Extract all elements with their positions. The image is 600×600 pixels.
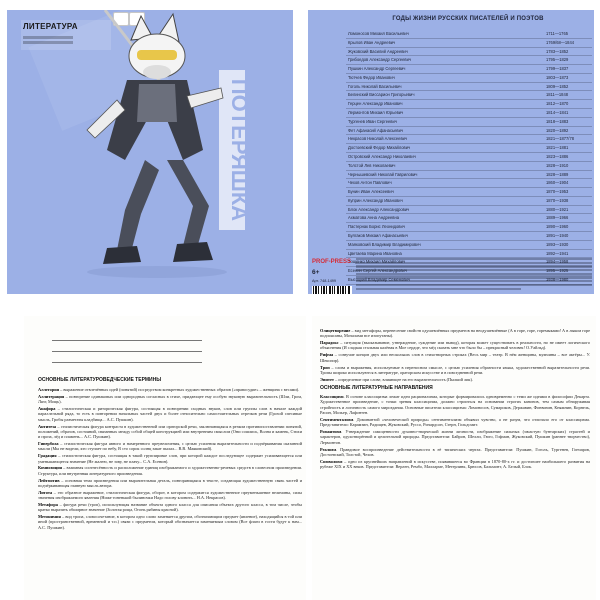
writer-years: 1891—1940 bbox=[546, 232, 569, 238]
writer-row bbox=[346, 162, 592, 171]
glossary-entry bbox=[38, 387, 302, 392]
glossary-definition: – слова и выражения, используемые в переносном смысле, с целью усиления образности языка, художественной выразительности речи. Тропы широко используются в литературе, ораторском искусстве и в повседневной речи. bbox=[320, 364, 590, 375]
glossary-entry bbox=[320, 394, 590, 415]
glossary-term: Метафора bbox=[38, 501, 58, 507]
writer-row bbox=[346, 56, 592, 65]
terms-section-title: ОСНОВНЫЕ ЛИТЕРАТУРОВЕДЧЕСКИЕ ТЕРМИНЫ bbox=[38, 377, 162, 383]
writer-row bbox=[346, 65, 592, 74]
writer-years: 1894—1958 bbox=[546, 259, 569, 265]
writers-table bbox=[346, 30, 592, 285]
writer-name: Фет Афанасий Афанасьевич bbox=[348, 127, 403, 133]
inner-left-page bbox=[24, 316, 306, 600]
writer-years: 1769/68—1844 bbox=[546, 39, 574, 45]
terms-list bbox=[38, 387, 302, 532]
glossary-term: Литота bbox=[38, 489, 53, 495]
age-rating: 6+ bbox=[312, 269, 320, 276]
writer-years: 1870—1938 bbox=[546, 197, 569, 203]
writer-name: Зощенко Михаил Михайлович bbox=[348, 259, 406, 265]
glossary-term: Гипербола bbox=[38, 441, 59, 447]
glossary-definition: – вид тропа, словосочетание, в котором одно слово заменяется другим, обозначающим предмет (явление), находящийся в той или иной (пространственной, временной и т.п.) связи с предметом, который обозначается заменяемым словом (Все флаги в гости будут к нам... А.С. Пушкин). bbox=[38, 514, 302, 530]
glossary-entry bbox=[38, 406, 302, 422]
glossary-entry bbox=[38, 424, 302, 440]
writer-name: Достоевский Федор Михайлович bbox=[348, 145, 411, 151]
writer-name: Некрасов Николай Алексеевич bbox=[348, 136, 408, 142]
glossary-definition: – определение при слове, влияющее на его выразительность (Пылкий лик). bbox=[334, 376, 474, 382]
glossary-definition: – фигура речи (троп), использующая название объекта одного класса для описания объекта другого класса, в том числе, чтобы кратко выразить обширное значение (Золотая роща, Огонь рябины красной). bbox=[38, 501, 302, 513]
writer-row bbox=[346, 241, 592, 250]
glossary-term: Сентиментализм bbox=[320, 416, 354, 422]
glossary-definition: – это образное выражение, стилистическая фигура, оборот, в котором содержится художественное преуменьшение величины, силы значения изображаемого явления (Ниже тоненькой былиночки Надо голову клонить... Н.А. Некрасов). bbox=[38, 489, 302, 501]
glossary-entry bbox=[38, 465, 302, 476]
writer-name: Крылов Иван Андреевич bbox=[348, 39, 396, 45]
cat-torso bbox=[137, 84, 177, 122]
glossary-entry bbox=[320, 328, 590, 339]
writer-row bbox=[346, 153, 592, 162]
glossary-definition: – стилистическая фигура явного и намеренного преувеличения, с целью усиления выразительности и подчёркивания сказанной мысли (Мы не видели, кто ступает по небу, В сто сорок солнц закат пылал... В.В. Маяковский). bbox=[38, 441, 302, 452]
vertical-word-band bbox=[219, 70, 252, 230]
writer-row bbox=[346, 144, 592, 153]
glossary-term: Рифма bbox=[320, 352, 334, 358]
writer-name: Герцен Александр Иванович bbox=[348, 101, 403, 107]
glossary-definition: – стилистическая фигура, состоящая в такой группировке слов, при которой каждое последующее содержит усиливающееся или уменьшающееся значение (Не жалею, не зову, не плачу... С.А. Есенин). bbox=[38, 453, 302, 464]
product-info-text bbox=[356, 258, 592, 292]
writer-years: 1812—1870 bbox=[546, 101, 569, 107]
writer-years: 1890—1960 bbox=[546, 224, 569, 230]
writer-years: 1814—1841 bbox=[546, 110, 569, 116]
writer-name: Ломоносов Михаил Васильевич bbox=[348, 31, 409, 36]
writer-years: 1711—1765 bbox=[546, 31, 569, 36]
writer-years: 1892—1941 bbox=[546, 250, 569, 256]
glossary-term: Троп bbox=[320, 364, 330, 370]
writer-row bbox=[346, 179, 592, 188]
glossary-definition: – ситуация (высказывание, утверждение, суждение или вывод), которая может существовать в реальности, но не имеет логического объяснения (И сладкая стальная калёная в Мое сердце, что мёд сказать мне что было бы – прекрасный человек! О.Уайльд). bbox=[320, 340, 590, 351]
glossary-term: Олицетворение bbox=[320, 328, 351, 333]
writer-name: Белинский Виссарион Григорьевич bbox=[348, 92, 415, 98]
writer-name: Лермонтов Михаил Юрьевич bbox=[348, 110, 404, 116]
glossary-entry bbox=[320, 447, 590, 458]
glossary-term: Классицизм bbox=[320, 394, 344, 400]
glossary-definition: – созвучие концов двух или нескольких слов в стихотворных строках (Весь мир – театр. В нём женщины, мужчины – все актёры... У. Шекспир). bbox=[320, 352, 590, 363]
glossary-entry bbox=[38, 478, 302, 489]
writer-name: Куприн Александр Иванович bbox=[348, 197, 403, 203]
writer-years: 1818—1883 bbox=[546, 118, 569, 124]
movements-section-title: ОСНОВНЫЕ ЛИТЕРАТУРНЫЕ НАПРАВЛЕНИЯ bbox=[320, 385, 433, 392]
cover-title: ЛИТЕРАТУРА bbox=[23, 22, 78, 31]
writer-name: Высоцкий Владимир Семенович bbox=[348, 276, 410, 282]
glossary-entry bbox=[38, 394, 302, 405]
glossary-definition: – одно из крупнейших направлений в искусстве, появившееся во Франции в 1870-80-х гг. и достигшее наибольшего развития на рубеже XIX и XX веков. Представители: Верлен, Рембо, Малларме, Метерлинк, Брюсов, Бальмонт, А. Белый, Блок. bbox=[320, 458, 590, 469]
writer-row bbox=[346, 232, 592, 241]
glossary-definition: – взаимная соотнесённость и расположение единиц изображаемого и художественно-речевых средств в словесном произведении. Структура, или внутренняя литературного произведения. bbox=[38, 465, 302, 476]
glossary-term: Анафора bbox=[38, 406, 56, 412]
writer-years: 1799—1837 bbox=[546, 66, 569, 72]
writer-years: 1938—1980 bbox=[546, 276, 569, 282]
writer-row bbox=[346, 109, 592, 118]
writer-years: 1820—1892 bbox=[546, 127, 569, 133]
writer-years: 1889—1966 bbox=[546, 215, 569, 221]
writer-name: Островский Александр Николаевич bbox=[348, 153, 416, 159]
front-cover bbox=[7, 10, 293, 294]
writer-name: Гоголь Николай Васильевич bbox=[348, 83, 402, 89]
writer-years: 1823—1886 bbox=[546, 153, 569, 159]
glossary-definition: . В основе классицизма лежат идеи рационализма, которые формировались одновременно с теми же идеями в философии Декарта. Художественное произведение, с точки зрения классицизма, должно строиться на основании строгих канонов, тем самым обнаруживая стройность и логичность самого мироздания. Основные писатели классицизма: Ломоносов, Сумароков, Державин, Фонвизин, Княжнин, Корнель, Расин, Мольер, Лафонтен. bbox=[320, 394, 590, 415]
glossary-term: Лейтмотив bbox=[38, 477, 60, 483]
terms-list-continued bbox=[320, 328, 590, 382]
writer-years: 1803—1873 bbox=[546, 74, 569, 80]
glossary-definition: – выражение отвлечённых идей (понятий) посредством конкретных художественных образов («правосудие» – женщина с весами). bbox=[59, 387, 300, 392]
writer-row bbox=[346, 197, 592, 206]
writer-years: 1860—1904 bbox=[546, 180, 569, 186]
writer-row bbox=[346, 135, 592, 144]
glossary-entry bbox=[38, 441, 302, 452]
writer-name: Есенин Сергей Александрович bbox=[348, 268, 407, 274]
writer-years: 1828—1889 bbox=[546, 171, 569, 177]
writer-years: 1809—1852 bbox=[546, 83, 569, 89]
writer-years: 1811—1848 bbox=[546, 92, 569, 98]
glossary-entry bbox=[38, 453, 302, 464]
glossary-entry bbox=[320, 429, 590, 445]
writer-name: Тургенев Иван Сергеевич bbox=[348, 118, 397, 124]
glossary-term: Символизм bbox=[320, 458, 343, 464]
writer-row bbox=[346, 91, 592, 100]
article-number: Арт. 748-1499 bbox=[312, 279, 337, 283]
glossary-definition: – стилистическая и риторическая фигура, состоящая в повторении сходных звуков, слов или группы слов в начале каждой параллельной ряда, то есть в повторении начальных частей двух и более относительно самостоятельных отрезков речи (Грозой спесивые мысль, Гробы разметаты кладбища... А.С. Пушкин). bbox=[38, 406, 302, 422]
writer-years: 1783—1852 bbox=[546, 48, 569, 54]
glossary-definition: . Правдивое воспроизведение действительности в её типических чертах. Представители: Пушкин, Гоголь, Тургенев, Гончаров, Достоевский, Толстой, Чехов. bbox=[320, 446, 590, 457]
writer-years: 1821—1881 bbox=[546, 145, 569, 151]
cat-right-leg bbox=[167, 160, 209, 248]
writer-name: Бунин Иван Алексеевич bbox=[348, 189, 394, 195]
glossary-entry bbox=[320, 417, 590, 428]
writer-years: 1870—1953 bbox=[546, 189, 569, 195]
writer-name: Пастернак Борис Леонидович bbox=[348, 224, 405, 230]
back-cover bbox=[308, 10, 594, 294]
writer-row bbox=[346, 188, 592, 197]
glossary-term: Метонимия bbox=[38, 514, 61, 520]
glossary-term: Романтизм bbox=[320, 429, 342, 435]
brand-logo: PROF-PRESS bbox=[312, 259, 352, 265]
writer-name: Ахматова Анна Андреевна bbox=[348, 215, 400, 221]
glossary-term: Композиция bbox=[38, 465, 62, 471]
writer-years: 1893—1930 bbox=[546, 241, 569, 247]
writer-row bbox=[346, 48, 592, 57]
writer-row bbox=[346, 100, 592, 109]
writer-row bbox=[346, 39, 592, 48]
barcode bbox=[312, 286, 352, 294]
writers-table-title: ГОДЫ ЖИЗНИ РУССКИХ ПИСАТЕЛЕЙ И ПОЭТОВ bbox=[392, 16, 544, 22]
cat-head bbox=[129, 14, 185, 79]
glossary-entry bbox=[320, 377, 590, 382]
writer-years: 1895—1925 bbox=[546, 268, 569, 274]
anime-cat-illustration bbox=[7, 10, 293, 294]
writer-row bbox=[346, 171, 592, 180]
glossary-definition: . Утверждение самоценности духовно-творческой жизни личности, изображение сильных (зачастую бунтарских) страстей и характеров, одухотворённой и целительной природы. Представители: Байрон, Шелли, Гюго, Гофман, Жуковский, Пушкин (раннее творчество), Лермонтов. bbox=[320, 429, 590, 445]
writer-name: Грибоедов Александр Сергеевич bbox=[348, 57, 412, 63]
writer-row bbox=[346, 83, 592, 92]
owner-name-lines bbox=[52, 340, 202, 373]
inner-right-page bbox=[312, 316, 596, 600]
writer-name: Чернышевский Николай Гаврилович bbox=[348, 171, 418, 177]
glossary-definition: . Доминантой «человеческой природы» сентиментализм объявил чувство, а не разум, что отличало его от классицизма. Представители: Карамзин, Радищев, Жуковский, Руссо, Ричардсон, Стерн, Гольдсмит. bbox=[320, 416, 590, 428]
writer-row bbox=[346, 250, 592, 259]
writer-name: Жуковский Василий Андреевич bbox=[348, 48, 408, 54]
writer-row bbox=[346, 74, 592, 83]
writer-row bbox=[346, 206, 592, 215]
cat-left-leg bbox=[117, 160, 159, 252]
ground-shadow bbox=[87, 266, 227, 278]
writer-years: 1880—1921 bbox=[546, 206, 569, 212]
glossary-entry bbox=[38, 490, 302, 501]
glossary-entry bbox=[320, 340, 590, 351]
glossary-entry bbox=[320, 352, 590, 363]
writer-years: 1828—1910 bbox=[546, 162, 569, 168]
writer-row bbox=[346, 127, 592, 136]
writer-name: Блок Александр Александрович bbox=[348, 206, 410, 212]
glossary-term: Парадокс bbox=[320, 340, 339, 346]
writer-row bbox=[346, 30, 592, 39]
glossary-term: Аллитерация bbox=[38, 393, 65, 399]
writer-years: 1795—1829 bbox=[546, 57, 569, 63]
writer-row bbox=[346, 214, 592, 223]
glossary-definition: – вид метафоры, перенесение свойств одушевлённых предметов на неодушевлённые (А в горе, горе, горемыками! А в лыком горе подпоясаны, Мочалами все изопутаны). bbox=[320, 328, 590, 339]
glossary-definition: – основная тема произведения или выразительная деталь, повторяющаяся в тексте, создающая художественную связь частей и подчёркивающая главную мысль автора. bbox=[38, 477, 302, 488]
writer-name: Пушкин Александр Сергеевич bbox=[348, 66, 406, 72]
glossary-entry bbox=[320, 365, 590, 376]
writer-name: Маяковский Владимир Владимирович bbox=[348, 241, 421, 247]
glossary-term: Аллегория bbox=[38, 387, 60, 392]
writer-name: Тютчев Федор Иванович bbox=[348, 74, 395, 80]
glossary-entry bbox=[38, 502, 302, 513]
glossary-term: Антитеза bbox=[38, 423, 57, 429]
glossary-term: Реализм bbox=[320, 446, 337, 452]
glossary-term: Эпитет bbox=[320, 376, 334, 382]
writer-name: Толстой Лев Николаевич bbox=[348, 162, 396, 168]
writer-row bbox=[346, 223, 592, 232]
movements-list bbox=[320, 394, 590, 469]
glossary-entry bbox=[320, 459, 590, 470]
writer-name: Чехов Антон Павлович bbox=[348, 180, 392, 186]
writer-name: Цветаева Марина Ивановна bbox=[348, 250, 402, 256]
writer-name: Булгаков Михаил Афанасьевич bbox=[348, 232, 408, 238]
cat-right-arm bbox=[187, 88, 223, 108]
glossary-term: Градация bbox=[38, 453, 57, 459]
cat-left-boot bbox=[103, 246, 141, 264]
right-page-body bbox=[320, 328, 590, 471]
glossary-definition: – повторение одинаковых или однородных согласных в стихе, придающее ему особую звуковую выразительность (Шли, Гром, Лязг, Мощь). bbox=[38, 393, 302, 405]
glossary-definition: – стилистическая фигура контраста в художественной или ораторской речи, заключающаяся в резком противопоставлении понятий, положений, образов, состояний, связанных между собой общей конструкцией или внутренним смыслом (Они сошлись, Волна и камень, Стихи и проза, лёд и пламень... А.С. Пушкин). bbox=[38, 423, 302, 440]
glossary-entry bbox=[38, 514, 302, 530]
vertical-word: ПОТЕРЯШКА bbox=[227, 78, 252, 222]
cat-right-boot bbox=[173, 242, 213, 262]
writer-row bbox=[346, 118, 592, 127]
writer-years: 1821—1877/78 bbox=[546, 136, 574, 142]
